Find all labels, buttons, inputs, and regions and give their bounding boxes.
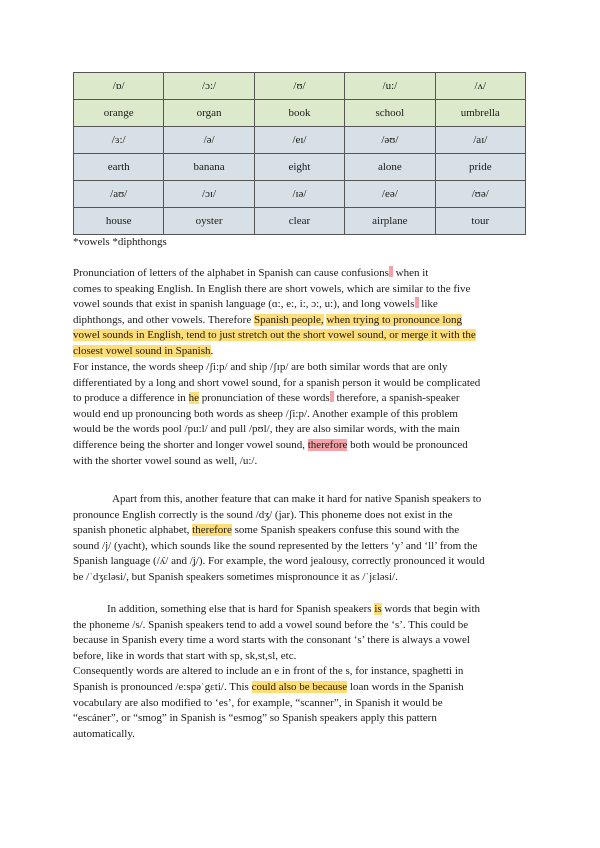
- table-cell: eight: [254, 154, 344, 181]
- table-row: [74, 154, 526, 181]
- text-line: Apart from this, another feature that can make it hard for native Spanish speakers to: [112, 493, 482, 505]
- table-cell: /u:/: [345, 73, 435, 100]
- table-cell: pride: [435, 154, 525, 181]
- table-cell: /eə/: [345, 181, 435, 208]
- text-line: because in Spanish every time a word starts with the consonant ‘s’ there is always a vowel: [73, 634, 470, 647]
- table-row: [74, 73, 526, 100]
- text-line: Consequently words are altered to include an e in front of the s, for instance, spaghetti in: [73, 665, 464, 678]
- text-run: some Spanish speakers confuse this sound with the: [231, 524, 460, 537]
- text-line: [73, 602, 527, 618]
- table-row: [74, 127, 526, 154]
- text-run: vowel sounds that exist in spanish language (ɑ:, e:, i:, ɔ:, u:), and long vowels: [73, 298, 415, 311]
- table-cell: airplane: [345, 208, 435, 235]
- highlighted-text[interactable]: he: [188, 392, 199, 405]
- highlighted-text[interactable]: when trying to pronounce long: [326, 313, 463, 326]
- text-line: [73, 523, 527, 539]
- table-row: [74, 100, 526, 127]
- table-cell: /aʊ/: [74, 181, 164, 208]
- highlighted-text[interactable]: therefore: [192, 524, 232, 537]
- text-line: [73, 438, 527, 454]
- text-line: with the shorter vowel sound as well, /u:/.: [73, 454, 258, 467]
- text-run: Spanish is pronounced /e:spəˈgɛti/. This: [73, 680, 252, 693]
- table-cell: school: [345, 100, 435, 127]
- text-run: words that begin with: [381, 603, 481, 615]
- text-line: For instance, the words sheep /ʃi:p/ and ship /ʃɪp/ are both similar words that are only: [73, 361, 448, 373]
- table-cell: /ɒ/: [74, 73, 164, 100]
- table-cell: /ɔ:/: [164, 73, 254, 100]
- text-run: therefore, a spanish-speaker: [333, 392, 460, 405]
- text-line: vocabulary are also modified to ‘es’, for example, “scanner”, in Spanish it would be: [73, 696, 443, 709]
- table-cell: /əʊ/: [345, 127, 435, 154]
- text-line: would be the words pool /pu:l/ and pull /pʊl/, they are also similar words, with the main: [73, 423, 460, 436]
- table-cell: /aɪ/: [435, 127, 525, 154]
- paragraph-3: [73, 492, 527, 586]
- text-line: be /ˈdʒɛləsi/, but Spanish speakers sometimes mispronounce it as /ˈjɛləsi/.: [73, 570, 398, 583]
- text-run: .: [210, 344, 214, 357]
- highlighted-text[interactable]: is: [374, 603, 382, 615]
- text-line: [73, 266, 527, 282]
- table-cell: tour: [435, 208, 525, 235]
- text-run: Pronunciation of letters of the alphabet in Spanish can cause confusions: [73, 267, 389, 279]
- table-cell: clear: [254, 208, 344, 235]
- highlighted-text[interactable]: vowel sounds in English, tend to just stretch out the short vowel sound, or merge it with the: [73, 329, 476, 342]
- table-cell: organ: [164, 100, 254, 127]
- text-line: Spanish language (/ʎ/ and /ʝ/). For example, the word jealousy, correctly pronounced it would: [73, 555, 485, 568]
- text-line: automatically.: [73, 727, 135, 740]
- text-line: [73, 391, 527, 407]
- paragraph-4: [73, 602, 527, 742]
- table-cell: orange: [74, 100, 164, 127]
- table-cell: book: [254, 100, 344, 127]
- text-line: sound /j/ (yacht), which sounds like the sound represented by the letters ‘y’ and ‘ll’ from the: [73, 539, 478, 552]
- table-cell: oyster: [164, 208, 254, 235]
- text-line: “escáner”, or “smog” in Spanish is “esmog” so Spanish speakers apply this pattern: [73, 712, 437, 725]
- table-cell: /ʊə/: [435, 181, 525, 208]
- text-run: when it: [392, 267, 429, 279]
- text-run: In addition, something else that is hard for Spanish speakers: [107, 603, 375, 615]
- table-cell: /ʊ/: [254, 73, 344, 100]
- table-cell: /ə/: [164, 127, 254, 154]
- text-line: [73, 680, 527, 696]
- text-run: both would be pronounced: [347, 438, 468, 451]
- text-run: like: [418, 298, 438, 311]
- text-run: pronunciation of these words: [198, 392, 330, 405]
- table-cell: banana: [164, 154, 254, 181]
- table-cell: /ɜ:/: [74, 127, 164, 154]
- table-cell: house: [74, 208, 164, 235]
- text-run: to produce a difference in: [73, 392, 189, 405]
- text-line: [73, 313, 527, 329]
- table-caption: *vowels *diphthongs: [73, 236, 167, 248]
- table-cell: earth: [74, 154, 164, 181]
- text-run: diphthongs, and other vowels. Therefore: [73, 313, 254, 326]
- text-line: pronounce English correctly is the sound /dʒ/ (jar). This phoneme does not exist in the: [73, 508, 453, 521]
- text-run: loan words in the Spanish: [347, 680, 464, 693]
- text-line: would end up pronouncing both words as sheep /ʃi:p/. Another example of this problem: [73, 407, 458, 420]
- text-line: [73, 328, 527, 344]
- text-run: difference being the shorter and longer vowel sound,: [73, 438, 308, 451]
- paragraph-2: [73, 360, 527, 469]
- text-line: [73, 344, 527, 360]
- table-cell: umbrella: [435, 100, 525, 127]
- table-cell: /eɪ/: [254, 127, 344, 154]
- text-line: comes to speaking English. In English there are short vowels, which are similar to the five: [73, 282, 471, 295]
- text-run: spanish phonetic alphabet,: [73, 524, 193, 537]
- table-cell: alone: [345, 154, 435, 181]
- text-line: the phoneme /s/. Spanish speakers tend to add a vowel sound before the ‘s’. This could be: [73, 618, 469, 631]
- table-cell: /ʌ/: [435, 73, 525, 100]
- highlighted-text[interactable]: closest vowel sound in Spanish: [73, 344, 211, 357]
- text-line: [73, 297, 527, 313]
- phoneme-table: [73, 72, 526, 235]
- text-line: before, like in words that start with sp, sk,st,sl, etc.: [73, 649, 297, 662]
- highlighted-text[interactable]: therefore: [307, 438, 348, 451]
- text-line: differentiated by a long and short vowel sound, for a spanish person it would be complicated: [73, 376, 481, 389]
- highlighted-text[interactable]: could also be because: [251, 680, 348, 693]
- highlighted-text[interactable]: Spanish people,: [253, 313, 324, 326]
- table-row: [74, 208, 526, 235]
- table-row: [74, 181, 526, 208]
- table-cell: /ɪə/: [254, 181, 344, 208]
- table-cell: /ɔɪ/: [164, 181, 254, 208]
- paragraph-1: [73, 266, 527, 360]
